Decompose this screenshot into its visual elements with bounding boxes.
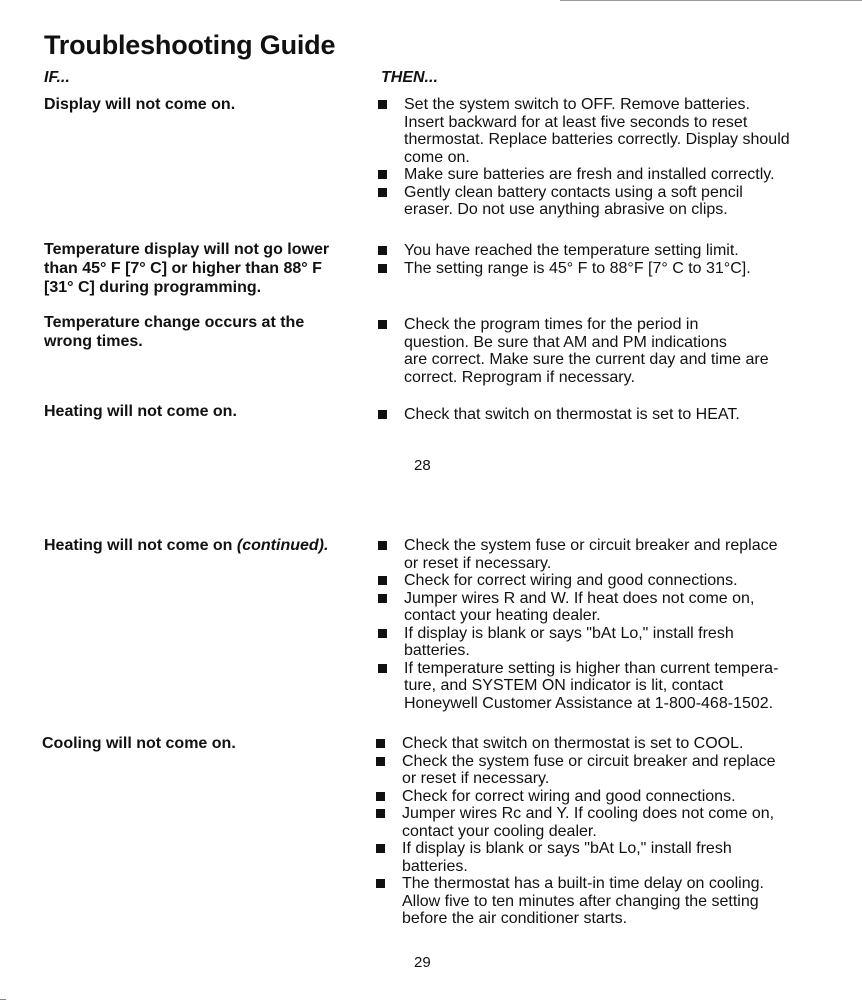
actions-wrong-times (378, 316, 818, 386)
actions-heating-not-on (378, 406, 818, 424)
bullet-icon (378, 594, 387, 603)
action-item: Check the system fuse or circuit breaker and replace or reset if necessary. (378, 537, 818, 572)
bullet-icon (378, 576, 387, 585)
bullet-icon (376, 844, 385, 853)
action-item: The setting range is 45° F to 88°F [7° C to 31°C]. (378, 260, 818, 278)
actions-cooling-not-on (376, 735, 816, 928)
condition-heating-not-on: Heating will not come on. (44, 403, 237, 420)
edge-mark (0, 999, 6, 1000)
action-item: Set the system switch to OFF. Remove batteries. Insert backward for at least five seconds to reset thermostat. Replace batteries correctly. Display should come on. (378, 96, 818, 166)
bullet-icon (376, 739, 385, 748)
action-item: Check the system fuse or circuit breaker and replace or reset if necessary. (376, 753, 816, 788)
action-item: Jumper wires Rc and Y. If cooling does not come on, contact your cooling dealer. (376, 805, 816, 840)
page-title: Troubleshooting Guide (44, 30, 336, 60)
bullet-icon (378, 100, 387, 109)
action-item: Make sure batteries are fresh and installed correctly. (378, 166, 818, 184)
action-item: You have reached the temperature setting limit. (378, 242, 818, 260)
bullet-icon (378, 264, 387, 273)
top-rule (560, 0, 862, 1)
bullet-icon (378, 664, 387, 673)
condition-heating-continued: Heating will not come on (continued). (44, 537, 329, 554)
action-item: If display is blank or says "bAt Lo," install fresh batteries. (378, 625, 818, 660)
condition-wrong-times: Temperature change occurs at the wrong times. (44, 314, 305, 350)
page-number-29: 29 (414, 954, 431, 971)
action-item: Check for correct wiring and good connections. (376, 788, 816, 806)
bullet-icon (376, 809, 385, 818)
condition-temperature-limit: Temperature display will not go lower than 45° F [7° C] or higher than 88° F [31° C] during programming. (44, 241, 330, 296)
action-item: The thermostat has a built-in time delay on cooling. Allow five to ten minutes after changing the setting before the air conditioner starts. (376, 875, 816, 928)
condition-cooling-not-on: Cooling will not come on. (42, 735, 236, 752)
then-column-header: THEN... (381, 69, 438, 86)
bullet-icon (378, 246, 387, 255)
action-item: Check that switch on thermostat is set to HEAT. (378, 406, 818, 424)
action-item: Check for correct wiring and good connections. (378, 572, 818, 590)
bullet-icon (378, 170, 387, 179)
action-item: If display is blank or says "bAt Lo," install fresh batteries. (376, 840, 816, 875)
bullet-icon (378, 541, 387, 550)
if-column-header: IF... (44, 69, 70, 86)
action-item: Gently clean battery contacts using a soft pencil eraser. Do not use anything abrasive on clips. (378, 184, 818, 219)
condition-display-not-on: Display will not come on. (44, 96, 236, 113)
bullet-icon (376, 757, 385, 766)
page-number-28: 28 (414, 457, 431, 474)
actions-display-not-on (378, 96, 818, 219)
actions-temperature-limit (378, 242, 818, 277)
bullet-icon (378, 629, 387, 638)
action-item: If temperature setting is higher than current tempera- ture, and SYSTEM ON indicator is lit, contact Honeywell Customer Assistance at 1-800-468-1502. (378, 660, 818, 713)
bullet-icon (376, 792, 385, 801)
actions-heating-continued (378, 537, 818, 712)
action-item: Jumper wires R and W. If heat does not come on, contact your heating dealer. (378, 590, 818, 625)
bullet-icon (378, 320, 387, 329)
action-item: Check the program times for the period in question. Be sure that AM and PM indications are correct. Make sure the current day and time are correct. Reprogram if necessary. (378, 316, 818, 386)
action-item: Check that switch on thermostat is set to COOL. (376, 735, 816, 753)
bullet-icon (378, 188, 387, 197)
bullet-icon (376, 879, 385, 888)
bullet-icon (378, 410, 387, 419)
